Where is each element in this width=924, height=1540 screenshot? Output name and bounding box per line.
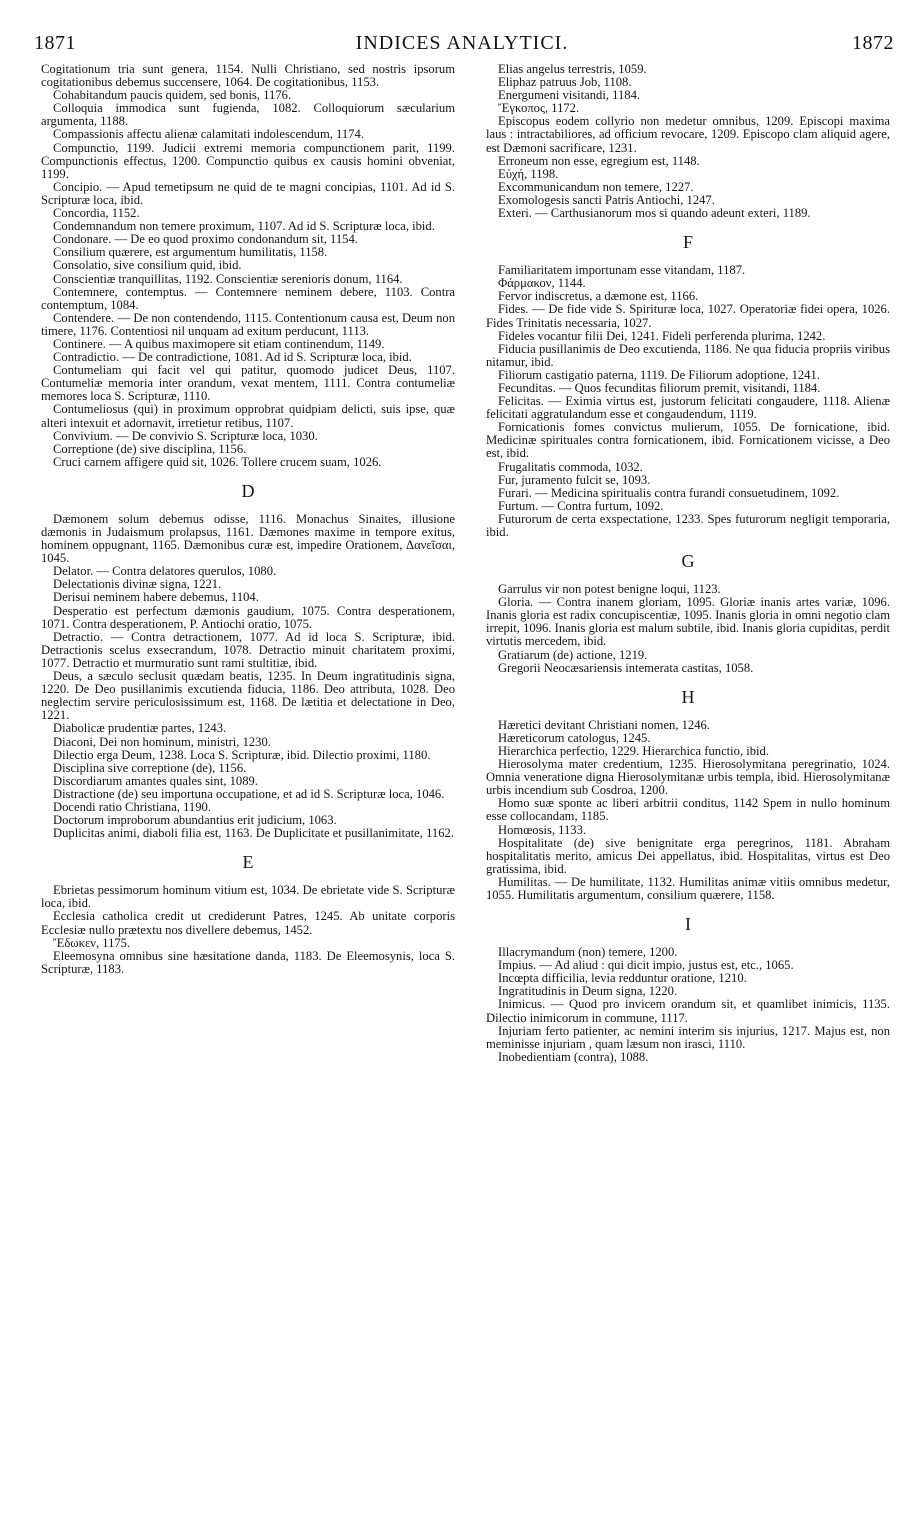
index-entry: Gregorii Neocæsariensis intemerata castitas, 1058. bbox=[498, 660, 754, 675]
index-entry: Dæmonem solum debemus odisse, 1116. Monachus Sinaites, illusione dæmonis in Judaismum prolapsus, 1161. Dæmones maxime in tempore exitus, hominem oppugnant, 1165. Dæmonibus curæ est, impedire Orationem, Δανεῖσαι, 1045. bbox=[41, 511, 455, 566]
section-letter-heading: D bbox=[241, 480, 255, 501]
index-entry: Concordia, 1152. bbox=[53, 206, 140, 221]
index-entry: Fur, juramento fulcit se, 1093. bbox=[498, 472, 651, 487]
index-entry: Ebrietas pessimorum hominum vitium est, 1034. De ebrietate vide S. Scripturæ loca, ibid. bbox=[41, 883, 455, 911]
index-entry: Docendi ratio Christiana, 1190. bbox=[53, 799, 211, 814]
index-entry: Cruci carnem affigere quid sit, 1026. Tollere crucem suam, 1026. bbox=[53, 454, 382, 469]
index-entry: Desperatio est perfectum dæmonis gaudium, 1075. Contra desperationem, 1071. Contra desperationem, P. Antiochi oratio, 1075. bbox=[41, 603, 455, 631]
index-entry: Contumeliam qui facit vel qui patitur, quomodo judicet Deus, 1107. Contumeliæ memoria inter orandum, vexat mentem, 1111. Contra contumeliæ memores loca S. Scripturæ, 1110. bbox=[41, 363, 455, 404]
index-entry: Gloria. — Contra inanem gloriam, 1095. Gloriæ inanis artes variæ, 1096. Inanis gloria est radix concupiscentiæ, 1095. Inanis gloria in omni negotio clam irrepit, 1096. Inanis gloria est malum subtile, ibid. Inanis gloria cupiditas, perdit virtutis mercedem, ibid. bbox=[486, 595, 890, 649]
index-entry: Convivium. — De convivio S. Scripturæ loca, 1030. bbox=[53, 428, 318, 443]
index-entry: Elias angelus terrestris, 1059. bbox=[498, 62, 647, 76]
index-entry: Fornicationis fomes convictus mulierum, 1055. De fornicatione, ibid. Medicinæ spirituales contra fornicationem, ibid. Fornicationem vicisse, a Deo est, ibid. bbox=[486, 420, 890, 461]
index-entry: Homœosis, 1133. bbox=[498, 822, 587, 837]
index-entry: Contradictio. — De contradictione, 1081. Ad id S. Scripturæ loca, ibid. bbox=[53, 350, 412, 365]
index-entry: Contemnere, contemptus. — Contemnere neminem debere, 1103. Contra contemptum, 1084. bbox=[41, 284, 455, 312]
page-number-right: 1872 bbox=[852, 32, 894, 54]
index-entry: Concipio. — Apud temetipsum ne quid de te magni concipias, 1101. Ad id S. Scripturæ loca, ibid. bbox=[41, 179, 455, 207]
running-title: INDICES ANALYTICI. bbox=[355, 32, 569, 54]
index-entry: Dilectio erga Deum, 1238. Loca S. Scripturæ, ibid. Dilectio proximi, 1180. bbox=[53, 747, 431, 762]
index-entry: Eleemosyna omnibus sine hæsitatione danda, 1183. De Eleemosynis, loca S. Scripturæ, 1183. bbox=[41, 948, 455, 976]
index-entry: Detractio. — Contra detractionem, 1077. Ad id loca S. Scripturæ, ibid. Detractionis scelus exsecrandum, 1078. Detractio minuit charitatem proximi, 1077. Detractio et murmuratio sunt rami stultitiæ, ibid. bbox=[41, 629, 455, 670]
index-entry: Disciplina sive correptione (de), 1156. bbox=[53, 760, 247, 775]
index-entry: Felicitas. — Eximia virtus est, justorum felicitati congaudere, 1118. Alienæ felicitati aggratulandum esse et congaudendum, 1119. bbox=[486, 394, 890, 422]
index-entry: Exteri. — Carthusianorum mos si quando adeunt exteri, 1189. bbox=[498, 206, 811, 221]
index-entry: Gratiarum (de) actione, 1219. bbox=[498, 647, 648, 662]
index-entry: Incœpta difficilia, levia redduntur oratione, 1210. bbox=[498, 971, 747, 986]
index-entry: Garrulus vir non potest benigne loqui, 1123. bbox=[498, 582, 721, 597]
index-entry: Furtum. — Contra furtum, 1092. bbox=[498, 498, 664, 513]
index-entry: Contendere. — De non contendendo, 1115. Contentionum causa est, Deum non timere, 1176. Contentiosi nil unquam ad exitum perducunt, 1113. bbox=[41, 310, 455, 338]
index-entry: Fiducia pusillanimis de Deo excutienda, 1186. Ne qua fiducia propriis viribus nitamur, ibid. bbox=[486, 341, 890, 369]
index-entry: Continere. — A quibus maximopere sit etiam continendum, 1149. bbox=[53, 336, 385, 351]
index-entry: Hierarchica perfectio, 1229. Hierarchica functio, ibid. bbox=[498, 743, 769, 758]
index-entry: Fides. — De fide vide S. Spirituræ loca, 1027. Operatoriæ fidei opera, 1026. Fides Trinitatis necessaria, 1027. bbox=[486, 302, 890, 330]
index-entry: Fideles vocantur filii Dei, 1241. Fideli perferenda plurima, 1242. bbox=[498, 328, 826, 343]
index-entry: Fecunditas. — Quos fecunditas filiorum premit, visitandi, 1184. bbox=[498, 380, 821, 395]
index-entry: Energumeni visitandi, 1184. bbox=[498, 88, 641, 103]
index-entry: Deus, a sæculo seclusit quædam beatis, 1235. In Deum ingratitudinis signa, 1220. De Deo pusillanimis excutienda fiducia, 1186. Deo attributa, 1028. Deo neglectim servire periculosissimum est, 1168. De lætitia et delectatione in Deo, 1221. bbox=[41, 669, 455, 723]
index-entry: Erroneum non esse, egregium est, 1148. bbox=[498, 153, 700, 168]
index-entry: Filiorum castigatio paterna, 1119. De Filiorum adoptione, 1241. bbox=[498, 367, 820, 382]
index-entry: Ἔδωκεν, 1175. bbox=[53, 935, 131, 950]
index-entry: Ἔγκοπος, 1172. bbox=[498, 101, 580, 116]
index-entry: Humilitas. — De humilitate, 1132. Humilitas animæ vitiis omnibus medetur, 1055. Humilitatis argumentum, consilium quærere, 1158. bbox=[486, 874, 890, 902]
index-entry: Ecclesia catholica credit ut crediderunt Patres, 1245. Ab unitate corporis Ecclesiæ nullo prætextu nos divellere debemus, 1452. bbox=[41, 909, 455, 937]
index-entry: Delator. — Contra delatores querulos, 1080. bbox=[53, 564, 277, 579]
index-column-left bbox=[41, 63, 455, 976]
index-entry: Eliphaz patruus Job, 1108. bbox=[498, 75, 632, 90]
index-entry: Futurorum de certa exspectatione, 1233. Spes futurorum negligit temporaria, ibid. bbox=[486, 511, 890, 539]
index-entry: Discordiarum amantes quales sint, 1089. bbox=[53, 773, 258, 788]
index-entry: Εὐχή, 1198. bbox=[498, 166, 559, 181]
index-entry: Compassionis affectu alienæ calamitati indolescendum, 1174. bbox=[53, 127, 364, 142]
index-entry: Inimicus. — Quod pro invicem orandum sit, et quamlibet inimicis, 1135. Dilectio inimicorum in commune, 1117. bbox=[486, 997, 890, 1025]
index-entry: Consilium quærere, est argumentum humilitatis, 1158. bbox=[53, 245, 328, 260]
section-letter-heading: E bbox=[242, 852, 254, 873]
index-entry: Duplicitas animi, diaboli filia est, 1163. De Duplicitate et pusillanimitate, 1162. bbox=[53, 826, 454, 841]
section-letter-heading: H bbox=[681, 686, 695, 707]
section-letter-heading: G bbox=[681, 551, 695, 572]
index-entry: Episcopus eodem collyrio non medetur omnibus, 1209. Episcopi maxima laus : intractabiliores, ad officium revocare, 1209. Episcopo clam aliquid agere, est Dæmoni sacrificare, 1231. bbox=[486, 114, 890, 155]
index-entry: Cogitationum tria sunt genera, 1154. Nulli Christiano, sed nostris ipsorum cogitationibus debemus succensere, 1064. De cogitationibus, 1153. bbox=[41, 62, 455, 90]
index-entry: Conscientiæ tranquillitas, 1192. Conscientiæ serenioris donum, 1164. bbox=[53, 271, 403, 286]
index-entry: Colloquia immodica sunt fugienda, 1082. Colloquiorum sæcularium argumenta, 1188. bbox=[41, 101, 455, 129]
index-entry: Delectationis divinæ signa, 1221. bbox=[53, 577, 222, 592]
section-letter-heading: I bbox=[685, 914, 691, 935]
index-entry: Familiaritatem importunam esse vitandam, 1187. bbox=[498, 263, 746, 278]
index-entry: Homo suæ sponte ac liberi arbitrii conditus, 1142 Spem in nullo hominum esse collocandam, 1185. bbox=[486, 796, 890, 824]
index-entry: Excommunicandum non temere, 1227. bbox=[498, 179, 694, 194]
page-number-left: 1871 bbox=[34, 32, 76, 54]
index-entry: Hierosolyma mater credentium, 1235. Hierosolymitana peregrinatio, 1024. Omnia veneratione digna Hierosolymitanæ urbis templa, ibid. Hierosolymitanæ urbis incendium sub Cosdroa, 1200. bbox=[486, 757, 890, 798]
index-entry: Compunctio, 1199. Judicii extremi memoria compunctionem parit, 1199. Compunctionis effectus, 1200. Compunctio quibus ex causis homini obveniat, 1199. bbox=[41, 140, 455, 181]
index-entry: Hæreticorum catologus, 1245. bbox=[498, 730, 651, 745]
index-entry: Injuriam ferto patienter, ac nemini interim sis injurius, 1217. Majus est, non meminisse injuriam , quam læsum non irasci, 1110. bbox=[486, 1023, 890, 1051]
index-entry: Consolatio, sive consilium quid, ibid. bbox=[53, 258, 242, 273]
index-entry: Condemnandum non temere proximum, 1107. Ad id S. Scripturæ loca, ibid. bbox=[53, 219, 435, 234]
index-entry: Distractione (de) seu importuna occupatione, et ad id S. Scripturæ loca, 1046. bbox=[53, 786, 445, 801]
index-entry: Doctorum improborum abundantius erit judicium, 1063. bbox=[53, 813, 337, 828]
index-entry: Illacrymandum (non) temere, 1200. bbox=[498, 945, 678, 960]
index-entry: Ingratitudinis in Deum signa, 1220. bbox=[498, 984, 678, 999]
index-entry: Impius. — Ad aliud : qui dicit impio, justus est, etc., 1065. bbox=[498, 958, 794, 973]
index-entry: Φάρμακον, 1144. bbox=[498, 276, 586, 291]
index-entry: Diabolicæ prudentiæ partes, 1243. bbox=[53, 721, 227, 736]
section-letter-heading: F bbox=[682, 232, 693, 253]
index-entry: Hæretici devitant Christiani nomen, 1246. bbox=[498, 717, 710, 732]
index-entry: Cohabitandum paucis quidem, sed bonis, 1176. bbox=[53, 88, 292, 103]
index-column-right bbox=[486, 63, 890, 1064]
index-entry: Condonare. — De eo quod proximo condonandum sit, 1154. bbox=[53, 232, 358, 247]
index-entry: Diaconi, Dei non hominum, ministri, 1230. bbox=[53, 734, 271, 749]
index-entry: Exomologesis sancti Patris Antiochi, 1247. bbox=[498, 192, 715, 207]
index-entry: Correptione (de) sive disciplina, 1156. bbox=[53, 441, 247, 456]
index-entry: Inobedientiam (contra), 1088. bbox=[498, 1049, 649, 1064]
page-header bbox=[0, 0, 924, 58]
index-entry: Derisui neminem habere debemus, 1104. bbox=[53, 590, 259, 605]
index-entry: Furari. — Medicina spiritualis contra furandi consuetudinem, 1092. bbox=[498, 485, 840, 500]
index-entry: Contumeliosus (qui) in proximum opprobrat quidpiam delicti, suis ipse, quæ alteri intexuit et adornavit, irretietur retibus, 1107. bbox=[41, 402, 455, 430]
index-entry: Fervor indiscretus, a dæmone est, 1166. bbox=[498, 289, 699, 304]
index-entry: Frugalitatis commoda, 1032. bbox=[498, 459, 643, 474]
index-entry: Hospitalitate (de) sive benignitate erga peregrinos, 1181. Abraham hospitalitatis merito, amicus Dei appellatus, ibid. Hospitalitas, virtus est Deo gratissima, ibid. bbox=[486, 835, 890, 876]
